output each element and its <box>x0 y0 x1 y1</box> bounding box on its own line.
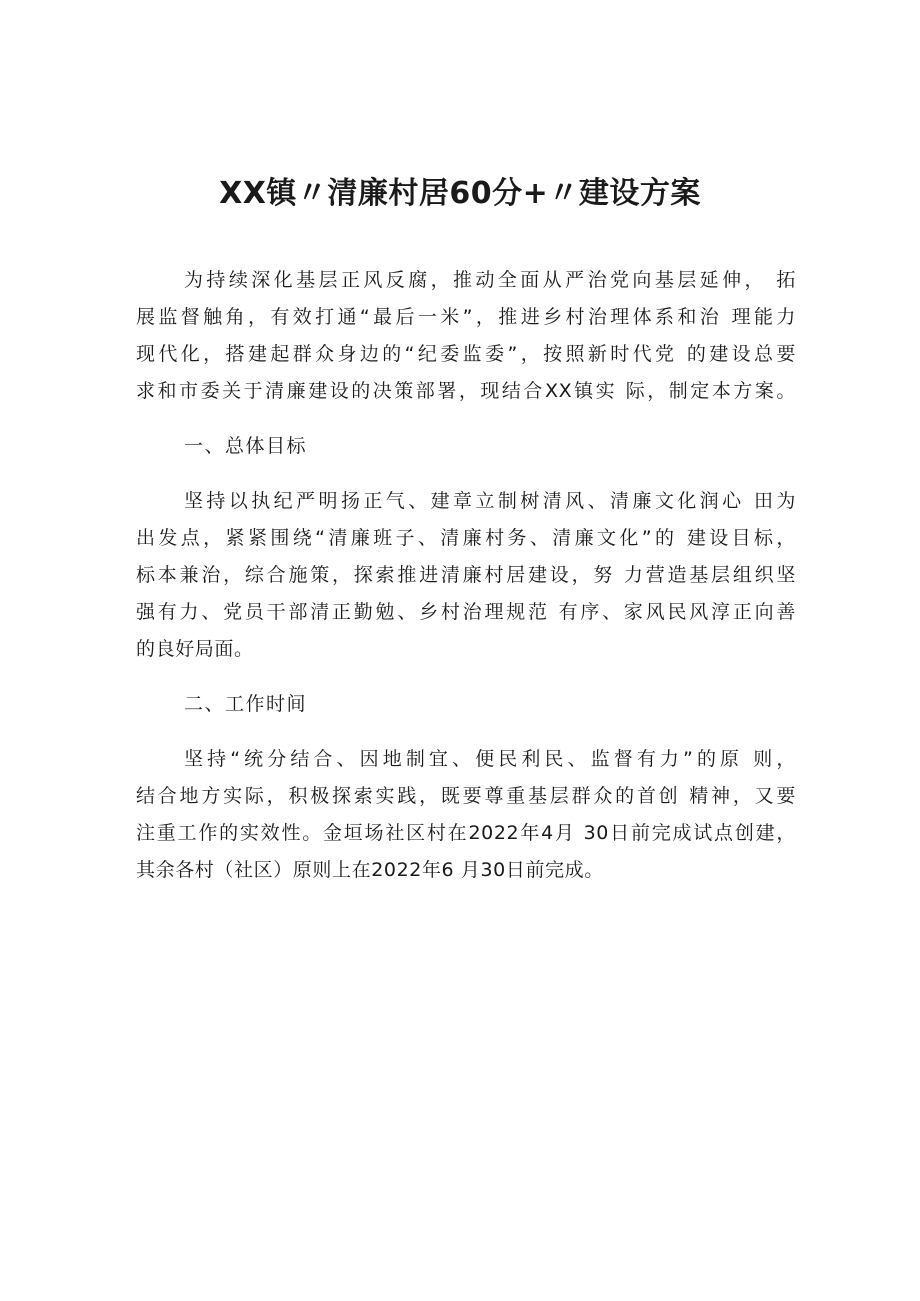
paragraph-1-line-2: 展监督触角，有效打通“最后一米”，推进乡村治理体系和治 理能力 <box>136 306 796 328</box>
paragraph-3-line-3: 注重工作的实效性。金垣场社区村在2022年4月 30日前完成试点创建， <box>136 822 796 844</box>
paragraph-1-line-4: 求和市委关于清廉建设的决策部署，现结合XX镇实 际，制定本方案。 <box>136 380 796 402</box>
paragraph-2-line-4: 强有力、党员干部清正勤勉、乡村治理规范 有序、家风民风淳正向善 <box>136 601 796 623</box>
paragraph-1-line-3: 现代化，搭建起群众身边的“纪委监委”，按照新时代党 的建设总要 <box>136 343 796 365</box>
paragraph-2-line-3: 标本兼治，综合施策，探索推进清廉村居建设，努 力营造基层组织坚 <box>136 564 796 586</box>
paragraph-3-line-4: 其余各村（社区）原则上在2022年6 月30日前完成。 <box>136 859 604 881</box>
paragraph-2-line-2: 出发点，紧紧围绕“清廉班子、清廉村务、清廉文化”的 建设目标， <box>136 527 796 549</box>
document-title: XX镇〃清廉村居60分+〃建设方案 <box>219 176 701 211</box>
paragraph-3-line-2: 结合地方实际，积极探索实践，既要尊重基层群众的首创 精神，又要 <box>136 785 796 807</box>
paragraph-1-line-1: 为持续深化基层正风反腐，推动全面从严治党向基层延伸， 拓 <box>184 269 796 291</box>
section-heading-schedule: 二、工作时间 <box>184 693 308 715</box>
document-body <box>136 262 796 889</box>
paragraph-2-line-1: 坚持以执纪严明扬正气、建章立制树清风、清廉文化润心 田为 <box>184 490 796 512</box>
paragraph-2-line-5: 的良好局面。 <box>136 638 254 660</box>
section-heading-goals: 一、总体目标 <box>184 435 308 457</box>
paragraph-3-line-1: 坚持“统分结合、因地制宜、便民利民、监督有力”的原 则， <box>184 748 796 770</box>
